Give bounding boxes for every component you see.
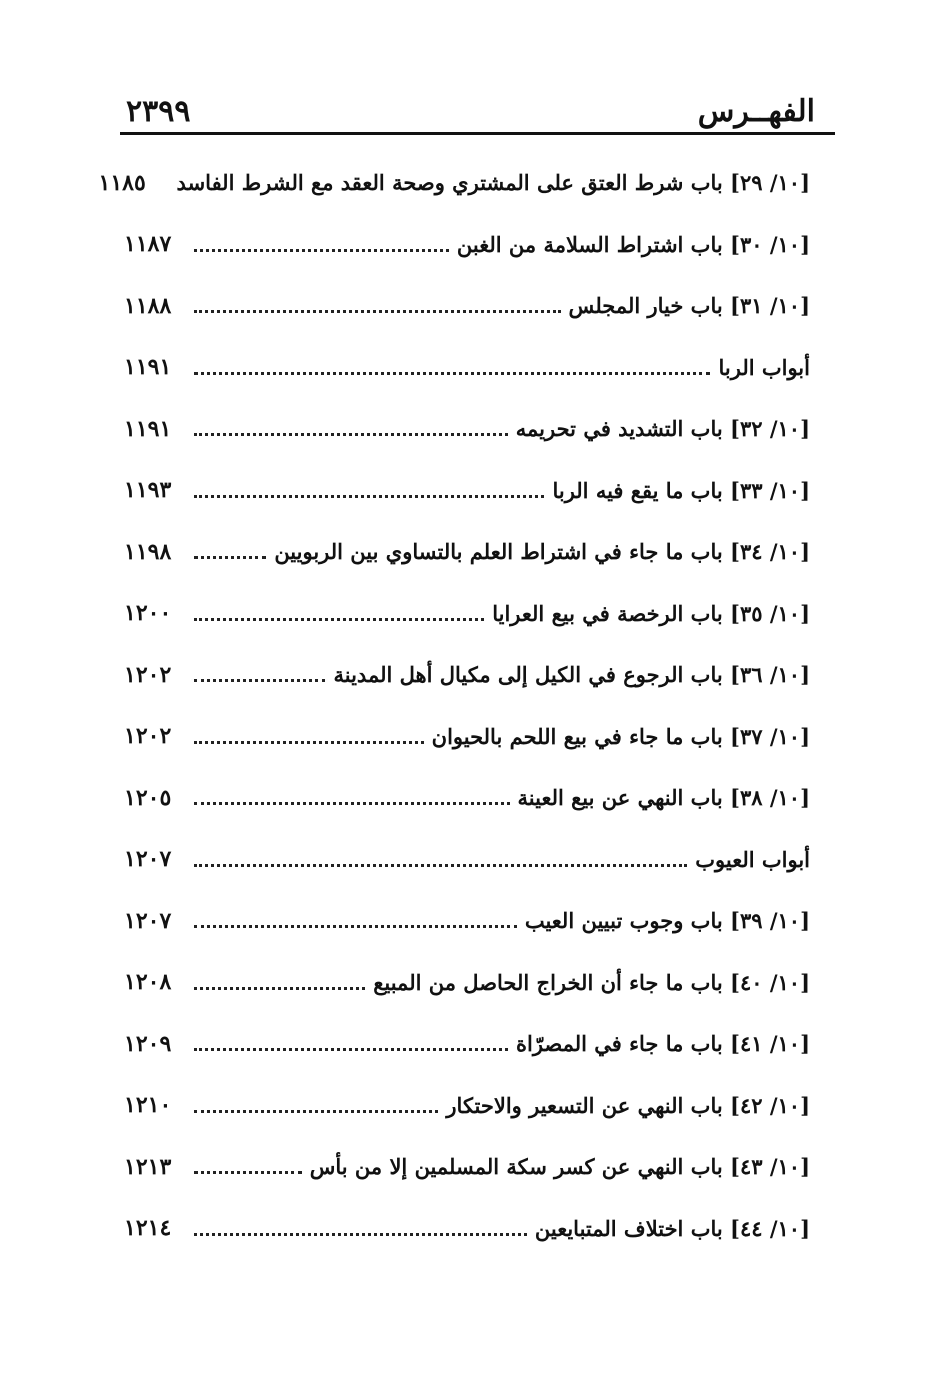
dot-leader: [194, 1171, 302, 1174]
toc-entry: [124, 275, 810, 337]
toc-entry-title: [١٠/ ٣٥] باب الرخصة في بيع العرايا: [492, 600, 810, 626]
toc-entry: [124, 214, 810, 276]
toc-entry-title: [١٠/ ٣٦] باب الرجوع في الكيل إلى مكيال أهل المدينة: [333, 662, 810, 688]
toc-entry-page: ١٢٠٠: [124, 600, 172, 627]
dot-leader: [194, 802, 510, 805]
toc-entry-page: ١١٩١: [124, 354, 172, 381]
dot-leader: [194, 310, 561, 313]
toc-entry-title: أبواب الربا: [718, 354, 810, 380]
dot-leader: [194, 433, 508, 436]
toc-entry-title: [١٠/ ٣٨] باب النهي عن بيع العينة: [517, 785, 810, 811]
toc-entry-page: ١١٨٥: [98, 169, 146, 196]
toc-entry: [124, 398, 810, 460]
toc-entry: [124, 829, 810, 891]
dot-leader: [194, 1233, 527, 1236]
toc-entry-page: ١٢٠٧: [124, 907, 172, 934]
dot-leader: [194, 679, 325, 682]
dot-leader: [194, 372, 710, 375]
toc-entry: [124, 1198, 810, 1260]
toc-entry: [124, 521, 810, 583]
toc-entry: [124, 583, 810, 645]
dot-leader: [194, 495, 544, 498]
toc-entry: [124, 460, 810, 522]
dot-leader: [194, 618, 484, 621]
toc-entry-title: [١٠/ ٣٧] باب ما جاء في بيع اللحم بالحيوان: [431, 723, 810, 749]
toc-entry: [124, 890, 810, 952]
dot-leader: [194, 864, 687, 867]
dot-leader: [194, 1110, 438, 1113]
toc-entry: [124, 767, 810, 829]
toc-entry-page: ١٢٠٨: [124, 969, 172, 996]
toc-entry: [124, 644, 810, 706]
dot-leader: [194, 987, 365, 990]
toc-entry-page: ١٢٠٩: [124, 1030, 172, 1057]
toc-entry-title: [١٠/ ٤٤] باب اختلاف المتبايعين: [534, 1215, 810, 1241]
toc-entry-title: [١٠/ ٣٤] باب ما جاء في اشتراط العلم بالتساوي بين الربويين: [274, 539, 810, 565]
toc-entry-title: [١٠/ ٢٩] باب شرط العتق على المشتري وصحة العقد مع الشرط الفاسد: [176, 170, 810, 196]
toc-entry-page: ١٢٠٢: [124, 723, 172, 750]
dot-leader: [194, 556, 266, 559]
toc-entry-title: [١٠/ ٣٠] باب اشتراط السلامة من الغبن: [456, 231, 810, 257]
toc-entry-title: [١٠/ ٤١] باب ما جاء في المصرّاة: [515, 1031, 810, 1057]
page-header: [120, 88, 835, 135]
toc-entry-page: ١٢١٣: [124, 1153, 172, 1180]
toc-entry-title: [١٠/ ٤٣] باب النهي عن كسر سكة المسلمين إلا من بأس: [309, 1154, 810, 1180]
toc-entry-page: ١١٩٨: [124, 538, 172, 565]
toc-entry-title: [١٠/ ٤٢] باب النهي عن التسعير والاحتكار: [446, 1092, 810, 1118]
toc-entry-title: [١٠/ ٣٢] باب التشديد في تحريمه: [515, 416, 810, 442]
toc-entry-title: [١٠/ ٣٩] باب وجوب تبيين العيب: [524, 908, 810, 934]
toc-entry-page: ١١٨٨: [124, 292, 172, 319]
toc-entry-page: ١٢١٤: [124, 1215, 172, 1242]
toc-entry: [124, 1136, 810, 1198]
toc-entry-page: ١١٩١: [124, 415, 172, 442]
toc-entry: [98, 152, 810, 214]
toc-entry-page: ١٢٠٧: [124, 846, 172, 873]
toc-entry-title: [١٠/ ٣١] باب خيار المجلس: [568, 293, 810, 319]
toc-entry-page: ١٢١٠: [124, 1092, 172, 1119]
dot-leader: [194, 249, 449, 252]
page-number: ٢٣٩٩: [126, 94, 191, 129]
dot-leader: [194, 1048, 508, 1051]
toc-entry-title: [١٠/ ٣٣] باب ما يقع فيه الربا: [552, 477, 810, 503]
toc-entry: [124, 1013, 810, 1075]
dot-leader: [194, 741, 424, 744]
toc-entry-title: [١٠/ ٤٠] باب ما جاء أن الخراج الحاصل من المبيع: [373, 969, 810, 995]
toc-entry: [124, 337, 810, 399]
toc-entry: [124, 1075, 810, 1137]
dot-leader: [194, 925, 517, 928]
page-title: الفهــرس: [697, 94, 815, 129]
toc-entry-page: ١١٨٧: [124, 231, 172, 258]
toc-entry: [124, 706, 810, 768]
toc-entry-title: أبواب العيوب: [695, 846, 810, 872]
toc-entry: [124, 952, 810, 1014]
toc-entry-page: ١٢٠٥: [124, 784, 172, 811]
table-of-contents: [98, 152, 810, 1259]
toc-entry-page: ١١٩٣: [124, 477, 172, 504]
toc-entry-page: ١٢٠٢: [124, 661, 172, 688]
